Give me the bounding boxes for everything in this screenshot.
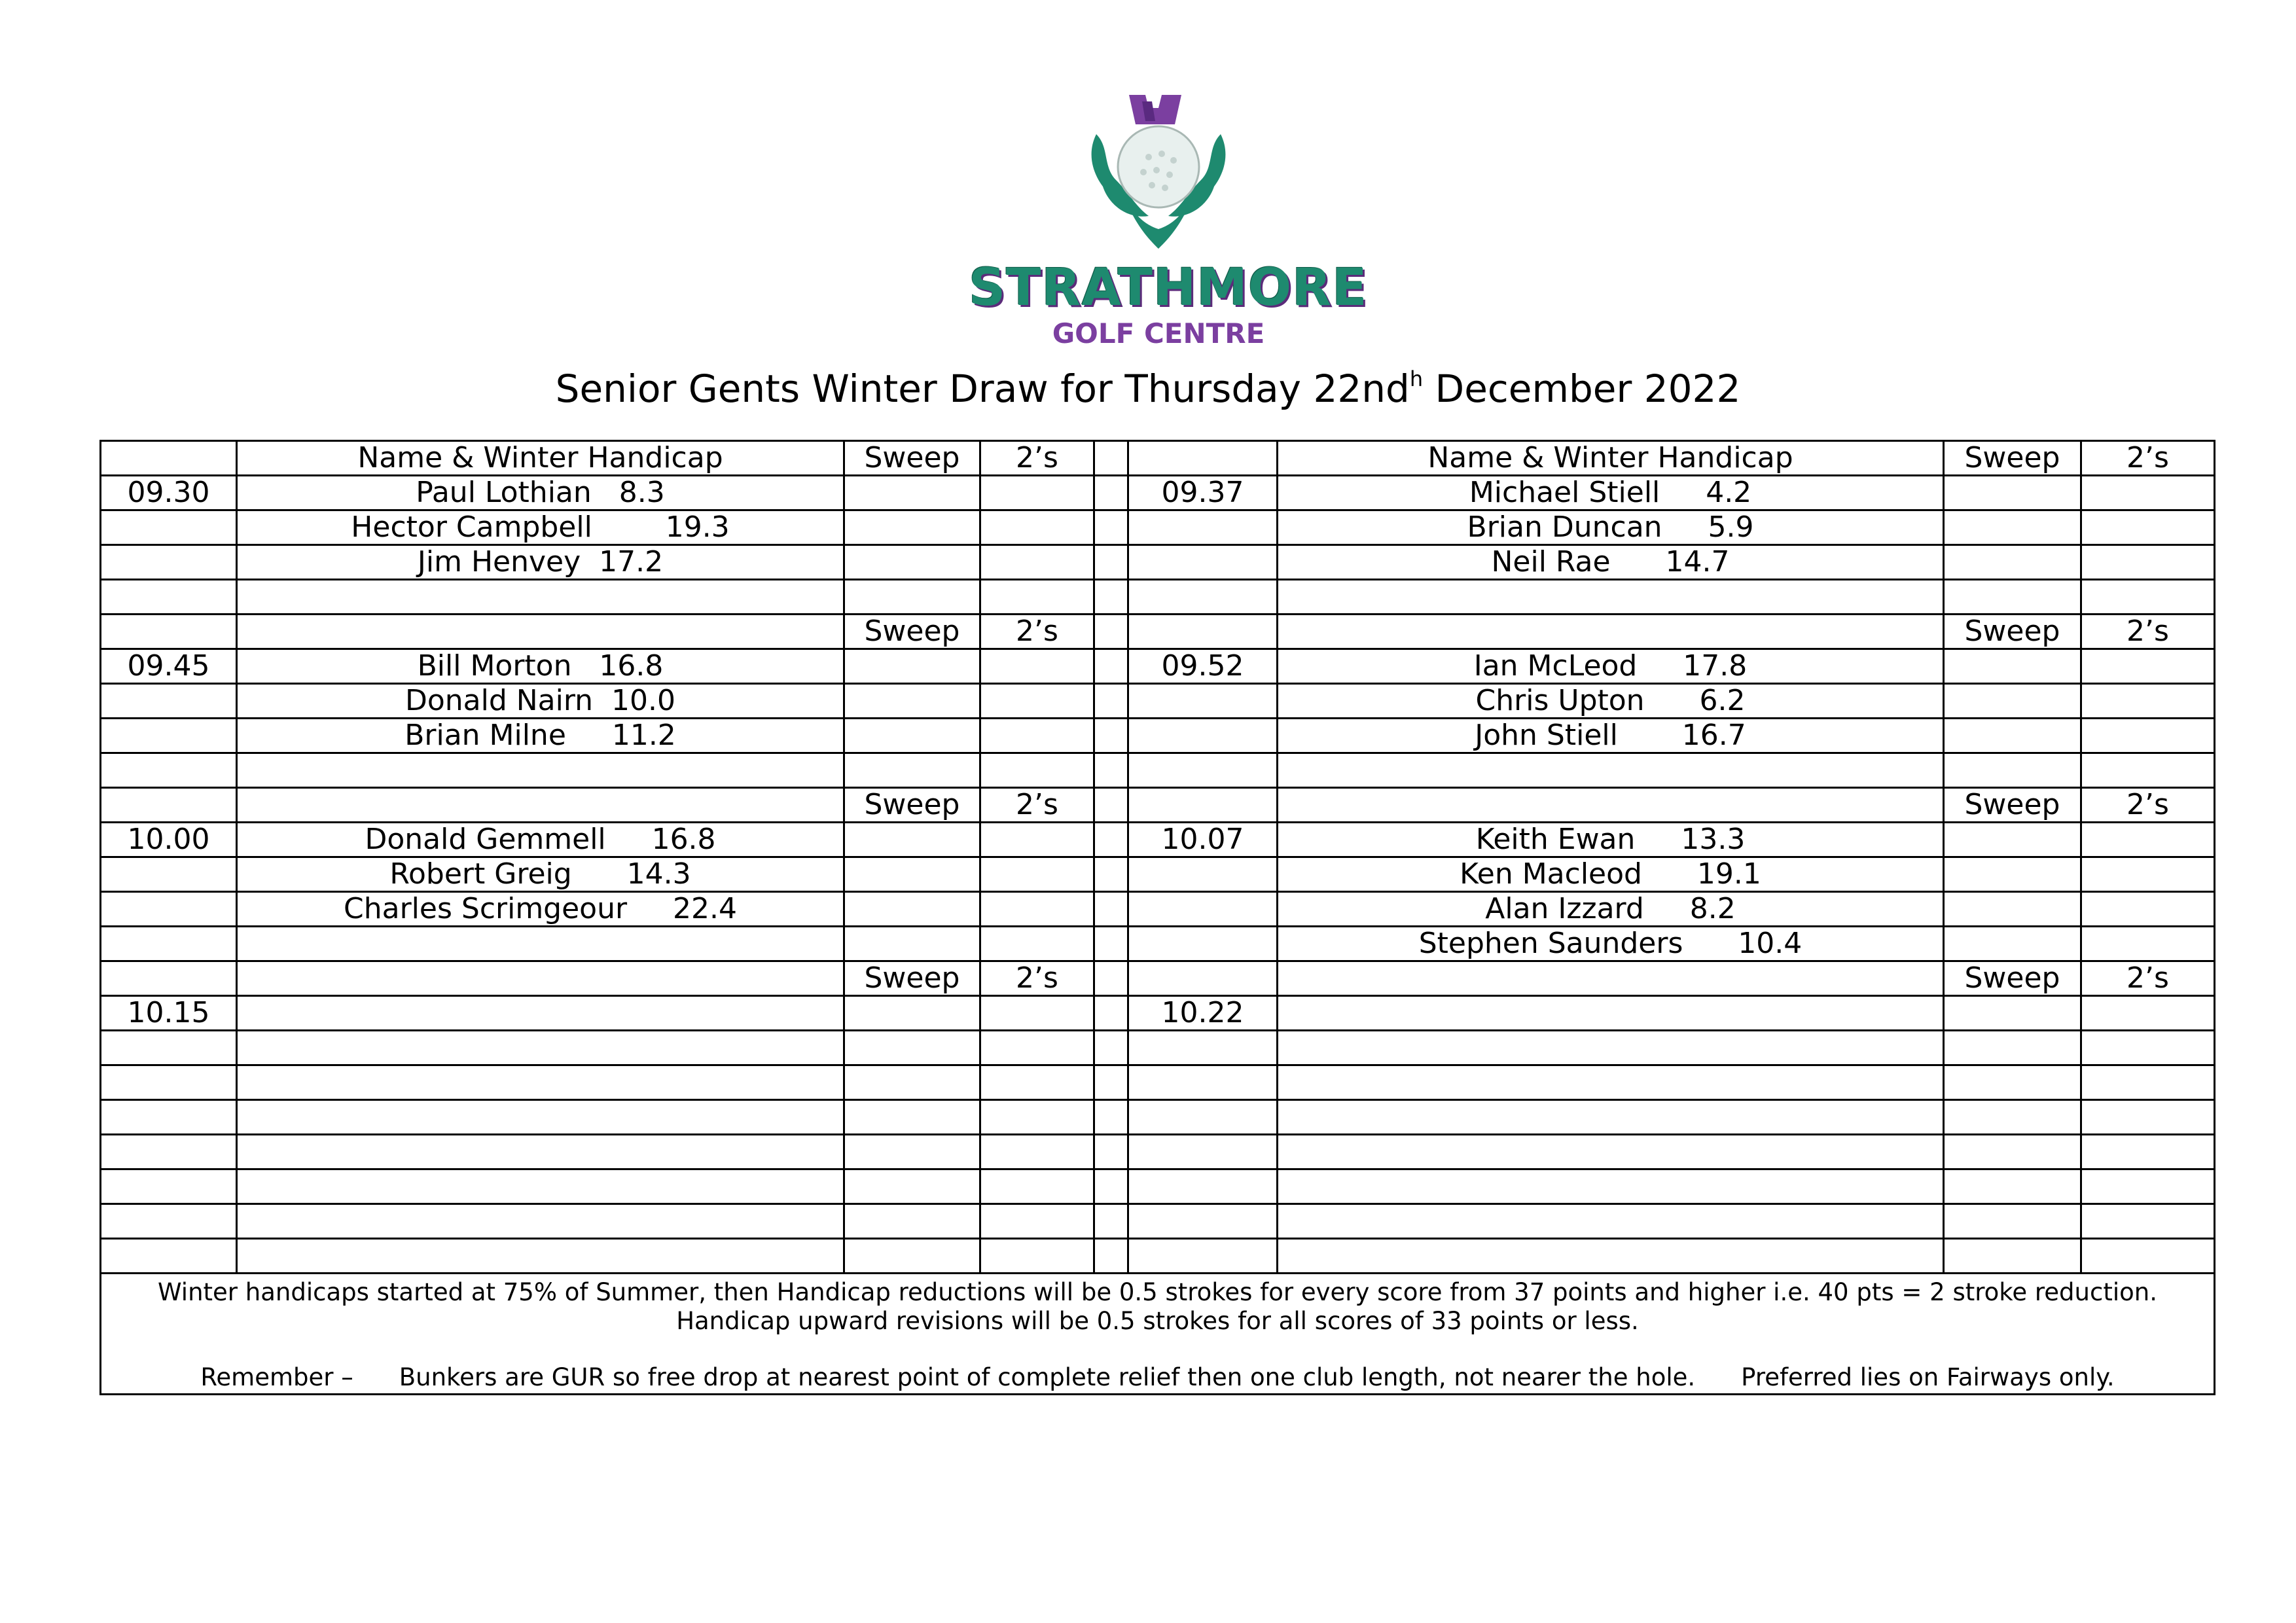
tee-time-right: 10.22 bbox=[1128, 996, 1278, 1031]
notes-row bbox=[101, 1274, 2215, 1395]
player-right: Ken Macleod 19.1 bbox=[1278, 857, 1944, 892]
sweep-cell bbox=[844, 1031, 980, 1065]
twos-cell bbox=[2081, 857, 2215, 892]
empty-cell bbox=[101, 857, 237, 892]
twos-cell bbox=[980, 892, 1094, 927]
twos-cell bbox=[2081, 1065, 2215, 1100]
empty-cell bbox=[237, 1031, 844, 1065]
sweep-cell bbox=[844, 510, 980, 545]
table-row bbox=[101, 476, 2215, 510]
empty-cell bbox=[1278, 1065, 1944, 1100]
table-row bbox=[101, 753, 2215, 788]
header-row bbox=[101, 441, 2215, 476]
sweep-label: Sweep bbox=[844, 615, 980, 649]
empty-cell bbox=[1128, 1204, 1278, 1239]
sweep-cell bbox=[1944, 510, 2081, 545]
empty-cell bbox=[1278, 996, 1944, 1031]
sweep-cell bbox=[1944, 1065, 2081, 1100]
twos-cell bbox=[2081, 1169, 2215, 1204]
title-sup: h bbox=[1409, 366, 1424, 391]
sweep-cell bbox=[1944, 753, 2081, 788]
empty-cell bbox=[1128, 1065, 1278, 1100]
sweep-header-row bbox=[101, 788, 2215, 823]
sweep-cell bbox=[844, 1135, 980, 1169]
table-row bbox=[101, 545, 2215, 580]
empty-cell bbox=[1278, 615, 1944, 649]
empty-cell bbox=[237, 753, 844, 788]
table-row bbox=[101, 927, 2215, 961]
twos-cell bbox=[2081, 996, 2215, 1031]
empty-cell bbox=[1128, 545, 1278, 580]
empty-cell bbox=[101, 892, 237, 927]
sweep-cell bbox=[1944, 857, 2081, 892]
sweep-cell bbox=[844, 1239, 980, 1274]
sweep-cell bbox=[844, 649, 980, 684]
sweep-cell bbox=[1944, 927, 2081, 961]
empty-cell bbox=[1128, 441, 1278, 476]
twos-cell bbox=[980, 753, 1094, 788]
twos-label: 2’s bbox=[980, 615, 1094, 649]
empty-cell bbox=[101, 580, 237, 615]
empty-cell bbox=[1128, 1135, 1278, 1169]
separator-cell bbox=[1094, 1204, 1128, 1239]
separator-cell bbox=[1094, 1135, 1128, 1169]
empty-cell bbox=[1128, 927, 1278, 961]
empty-cell bbox=[1278, 1135, 1944, 1169]
sweep-header-row bbox=[101, 615, 2215, 649]
twos-cell bbox=[2081, 1239, 2215, 1274]
twos-cell bbox=[2081, 1031, 2215, 1065]
empty-cell bbox=[1128, 1031, 1278, 1065]
empty-cell bbox=[1128, 615, 1278, 649]
empty-cell bbox=[101, 545, 237, 580]
empty-cell bbox=[1128, 1169, 1278, 1204]
empty-cell bbox=[1278, 788, 1944, 823]
tee-time-right: 09.52 bbox=[1128, 649, 1278, 684]
empty-cell bbox=[101, 961, 237, 996]
twos-cell bbox=[2081, 823, 2215, 857]
separator-cell bbox=[1094, 961, 1128, 996]
twos-cell bbox=[980, 476, 1094, 510]
separator-cell bbox=[1094, 823, 1128, 857]
twos-label: 2’s bbox=[2081, 961, 2215, 996]
tee-time-left: 09.45 bbox=[101, 649, 237, 684]
empty-cell bbox=[237, 1100, 844, 1135]
player-left: Hector Campbell 19.3 bbox=[237, 510, 844, 545]
twos-cell bbox=[2081, 684, 2215, 719]
sweep-cell bbox=[1944, 823, 2081, 857]
separator-cell bbox=[1094, 927, 1128, 961]
separator-cell bbox=[1094, 684, 1128, 719]
separator-cell bbox=[1094, 892, 1128, 927]
table-row bbox=[101, 823, 2215, 857]
empty-cell bbox=[1278, 580, 1944, 615]
empty-cell bbox=[101, 1135, 237, 1169]
header-sweep-right: Sweep bbox=[1944, 441, 2081, 476]
sweep-cell bbox=[844, 823, 980, 857]
sweep-cell bbox=[844, 753, 980, 788]
table-row bbox=[101, 684, 2215, 719]
twos-cell bbox=[980, 1204, 1094, 1239]
twos-cell bbox=[980, 823, 1094, 857]
sweep-cell bbox=[844, 1100, 980, 1135]
remember-line bbox=[101, 1363, 2214, 1392]
tee-time-left: 10.15 bbox=[101, 996, 237, 1031]
sweep-cell bbox=[1944, 1169, 2081, 1204]
empty-cell bbox=[1128, 961, 1278, 996]
separator-cell bbox=[1094, 788, 1128, 823]
empty-cell bbox=[1128, 580, 1278, 615]
table-row bbox=[101, 1031, 2215, 1065]
player-right: Keith Ewan 13.3 bbox=[1278, 823, 1944, 857]
empty-cell bbox=[1278, 753, 1944, 788]
empty-cell bbox=[1128, 1239, 1278, 1274]
header-twos-right: 2’s bbox=[2081, 441, 2215, 476]
sweep-cell bbox=[1944, 649, 2081, 684]
twos-cell bbox=[2081, 545, 2215, 580]
empty-cell bbox=[101, 1031, 237, 1065]
table-row bbox=[101, 892, 2215, 927]
empty-cell bbox=[237, 788, 844, 823]
sweep-cell bbox=[1944, 1204, 2081, 1239]
thistle-golf-ball-icon bbox=[1083, 95, 1234, 252]
separator-cell bbox=[1094, 510, 1128, 545]
separator-cell bbox=[1094, 1031, 1128, 1065]
empty-cell bbox=[1128, 1100, 1278, 1135]
twos-cell bbox=[980, 719, 1094, 753]
separator-cell bbox=[1094, 1239, 1128, 1274]
player-right: Chris Upton 6.2 bbox=[1278, 684, 1944, 719]
separator-cell bbox=[1094, 615, 1128, 649]
separator-cell bbox=[1094, 1100, 1128, 1135]
sweep-label: Sweep bbox=[844, 961, 980, 996]
twos-cell bbox=[2081, 892, 2215, 927]
twos-cell bbox=[2081, 927, 2215, 961]
header-name-left: Name & Winter Handicap bbox=[237, 441, 844, 476]
empty-cell bbox=[101, 788, 237, 823]
sweep-cell bbox=[1944, 1031, 2081, 1065]
empty-cell bbox=[101, 684, 237, 719]
twos-cell bbox=[980, 1135, 1094, 1169]
notes-line-2: Handicap upward revisions will be 0.5 strokes for all scores of 33 points or less. bbox=[676, 1307, 1639, 1335]
separator-cell bbox=[1094, 476, 1128, 510]
separator-cell bbox=[1094, 1065, 1128, 1100]
table-row bbox=[101, 719, 2215, 753]
empty-cell bbox=[101, 615, 237, 649]
empty-cell bbox=[101, 1169, 237, 1204]
player-left: Paul Lothian 8.3 bbox=[237, 476, 844, 510]
header-name-right: Name & Winter Handicap bbox=[1278, 441, 1944, 476]
empty-cell bbox=[1128, 892, 1278, 927]
player-right: Alan Izzard 8.2 bbox=[1278, 892, 1944, 927]
empty-cell bbox=[101, 1065, 237, 1100]
sweep-cell bbox=[1944, 892, 2081, 927]
tee-time-right: 09.37 bbox=[1128, 476, 1278, 510]
player-left: Jim Henvey 17.2 bbox=[237, 545, 844, 580]
separator-cell bbox=[1094, 441, 1128, 476]
twos-cell bbox=[980, 545, 1094, 580]
empty-cell bbox=[237, 927, 844, 961]
empty-cell bbox=[237, 1239, 844, 1274]
empty-cell bbox=[1128, 719, 1278, 753]
player-left: Donald Nairn 10.0 bbox=[237, 684, 844, 719]
empty-cell bbox=[237, 961, 844, 996]
sweep-label: Sweep bbox=[1944, 961, 2081, 996]
empty-cell bbox=[101, 510, 237, 545]
empty-cell bbox=[101, 1204, 237, 1239]
empty-cell bbox=[237, 996, 844, 1031]
sweep-label: Sweep bbox=[1944, 615, 2081, 649]
header-sweep-left: Sweep bbox=[844, 441, 980, 476]
preferred-lies-text: Preferred lies on Fairways only. bbox=[1741, 1363, 2115, 1391]
table-row bbox=[101, 1065, 2215, 1100]
separator-cell bbox=[1094, 719, 1128, 753]
empty-cell bbox=[1128, 857, 1278, 892]
twos-cell bbox=[2081, 510, 2215, 545]
separator-cell bbox=[1094, 1169, 1128, 1204]
twos-label: 2’s bbox=[980, 961, 1094, 996]
twos-cell bbox=[980, 857, 1094, 892]
empty-cell bbox=[1128, 684, 1278, 719]
table-row bbox=[101, 510, 2215, 545]
player-left: Robert Greig 14.3 bbox=[237, 857, 844, 892]
sweep-cell bbox=[1944, 545, 2081, 580]
remember-text: Bunkers are GUR so free drop at nearest point of complete relief then one club length, not nearer the hole. bbox=[399, 1363, 1696, 1391]
sweep-cell bbox=[844, 1065, 980, 1100]
empty-cell bbox=[101, 1239, 237, 1274]
player-right: Neil Rae 14.7 bbox=[1278, 545, 1944, 580]
sweep-cell bbox=[844, 684, 980, 719]
empty-cell bbox=[237, 1169, 844, 1204]
empty-cell bbox=[1278, 1239, 1944, 1274]
sweep-cell bbox=[1944, 476, 2081, 510]
logo-name: STRATHMORE bbox=[969, 259, 1368, 317]
twos-cell bbox=[980, 1100, 1094, 1135]
twos-cell bbox=[980, 580, 1094, 615]
twos-cell bbox=[980, 510, 1094, 545]
sweep-header-row bbox=[101, 961, 2215, 996]
twos-cell bbox=[2081, 1135, 2215, 1169]
twos-cell bbox=[980, 649, 1094, 684]
separator-cell bbox=[1094, 649, 1128, 684]
separator-cell bbox=[1094, 996, 1128, 1031]
empty-cell bbox=[1278, 1169, 1944, 1204]
table-row bbox=[101, 580, 2215, 615]
empty-cell bbox=[1128, 753, 1278, 788]
sweep-cell bbox=[844, 545, 980, 580]
sweep-label: Sweep bbox=[1944, 788, 2081, 823]
header-twos-left: 2’s bbox=[980, 441, 1094, 476]
page-title bbox=[0, 366, 2296, 411]
table-row bbox=[101, 857, 2215, 892]
empty-cell bbox=[101, 753, 237, 788]
empty-cell bbox=[101, 1100, 237, 1135]
twos-cell bbox=[2081, 719, 2215, 753]
player-left: Brian Milne 11.2 bbox=[237, 719, 844, 753]
remember-label: Remember – bbox=[200, 1363, 353, 1391]
twos-cell bbox=[2081, 1100, 2215, 1135]
sweep-cell bbox=[844, 892, 980, 927]
twos-cell bbox=[980, 996, 1094, 1031]
sweep-cell bbox=[844, 996, 980, 1031]
table-row bbox=[101, 996, 2215, 1031]
title-end: December 2022 bbox=[1423, 366, 1741, 411]
table-row bbox=[101, 1204, 2215, 1239]
sweep-cell bbox=[844, 857, 980, 892]
player-right: Michael Stiell 4.2 bbox=[1278, 476, 1944, 510]
empty-cell bbox=[1128, 788, 1278, 823]
player-right: John Stiell 16.7 bbox=[1278, 719, 1944, 753]
player-right: Brian Duncan 5.9 bbox=[1278, 510, 1944, 545]
empty-cell bbox=[1278, 1031, 1944, 1065]
twos-cell bbox=[2081, 753, 2215, 788]
player-right: Ian McLeod 17.8 bbox=[1278, 649, 1944, 684]
empty-cell bbox=[1278, 1100, 1944, 1135]
table-row bbox=[101, 649, 2215, 684]
twos-label: 2’s bbox=[980, 788, 1094, 823]
sweep-cell bbox=[844, 476, 980, 510]
table-row bbox=[101, 1239, 2215, 1274]
twos-cell bbox=[2081, 1204, 2215, 1239]
logo-subtitle: GOLF CENTRE bbox=[1052, 317, 1265, 349]
sweep-cell bbox=[1944, 1135, 2081, 1169]
title-main: Senior Gents Winter Draw for Thursday 22nd bbox=[555, 366, 1410, 411]
twos-cell bbox=[2081, 476, 2215, 510]
sweep-cell bbox=[1944, 996, 2081, 1031]
twos-cell bbox=[980, 684, 1094, 719]
separator-cell bbox=[1094, 580, 1128, 615]
tee-time-left: 10.00 bbox=[101, 823, 237, 857]
sweep-cell bbox=[844, 1169, 980, 1204]
twos-cell bbox=[980, 1065, 1094, 1100]
twos-cell bbox=[980, 1169, 1094, 1204]
draw-table bbox=[99, 440, 2215, 1395]
empty-cell bbox=[1278, 961, 1944, 996]
notes-cell bbox=[101, 1274, 2215, 1395]
sweep-cell bbox=[844, 719, 980, 753]
empty-cell bbox=[237, 615, 844, 649]
empty-cell bbox=[237, 580, 844, 615]
player-left: Charles Scrimgeour 22.4 bbox=[237, 892, 844, 927]
twos-cell bbox=[980, 927, 1094, 961]
notes-line-1: Winter handicaps started at 75% of Summer, then Handicap reductions will be 0.5 strokes for every score from 37 points and higher i.e. 40 pts = 2 stroke reduction. bbox=[158, 1278, 2157, 1306]
twos-cell bbox=[2081, 649, 2215, 684]
empty-cell bbox=[237, 1204, 844, 1239]
table-row bbox=[101, 1100, 2215, 1135]
empty-cell bbox=[101, 441, 237, 476]
sweep-cell bbox=[844, 580, 980, 615]
sweep-cell bbox=[1944, 719, 2081, 753]
sweep-cell bbox=[844, 1204, 980, 1239]
separator-cell bbox=[1094, 753, 1128, 788]
twos-cell bbox=[980, 1239, 1094, 1274]
empty-cell bbox=[101, 719, 237, 753]
table-row bbox=[101, 1135, 2215, 1169]
sweep-cell bbox=[1944, 580, 2081, 615]
sweep-cell bbox=[1944, 1100, 2081, 1135]
twos-cell bbox=[2081, 580, 2215, 615]
sweep-label: Sweep bbox=[844, 788, 980, 823]
sweep-cell bbox=[1944, 684, 2081, 719]
twos-label: 2’s bbox=[2081, 788, 2215, 823]
sweep-cell bbox=[844, 927, 980, 961]
empty-cell bbox=[237, 1135, 844, 1169]
sweep-cell bbox=[1944, 1239, 2081, 1274]
tee-time-left: 09.30 bbox=[101, 476, 237, 510]
twos-label: 2’s bbox=[2081, 615, 2215, 649]
empty-cell bbox=[1128, 510, 1278, 545]
empty-cell bbox=[1278, 1204, 1944, 1239]
tee-time-right: 10.07 bbox=[1128, 823, 1278, 857]
empty-cell bbox=[237, 1065, 844, 1100]
strathmore-logo bbox=[969, 95, 1368, 350]
table-row bbox=[101, 1169, 2215, 1204]
separator-cell bbox=[1094, 857, 1128, 892]
twos-cell bbox=[980, 1031, 1094, 1065]
player-right: Stephen Saunders 10.4 bbox=[1278, 927, 1944, 961]
separator-cell bbox=[1094, 545, 1128, 580]
player-left: Bill Morton 16.8 bbox=[237, 649, 844, 684]
player-left: Donald Gemmell 16.8 bbox=[237, 823, 844, 857]
empty-cell bbox=[101, 927, 237, 961]
